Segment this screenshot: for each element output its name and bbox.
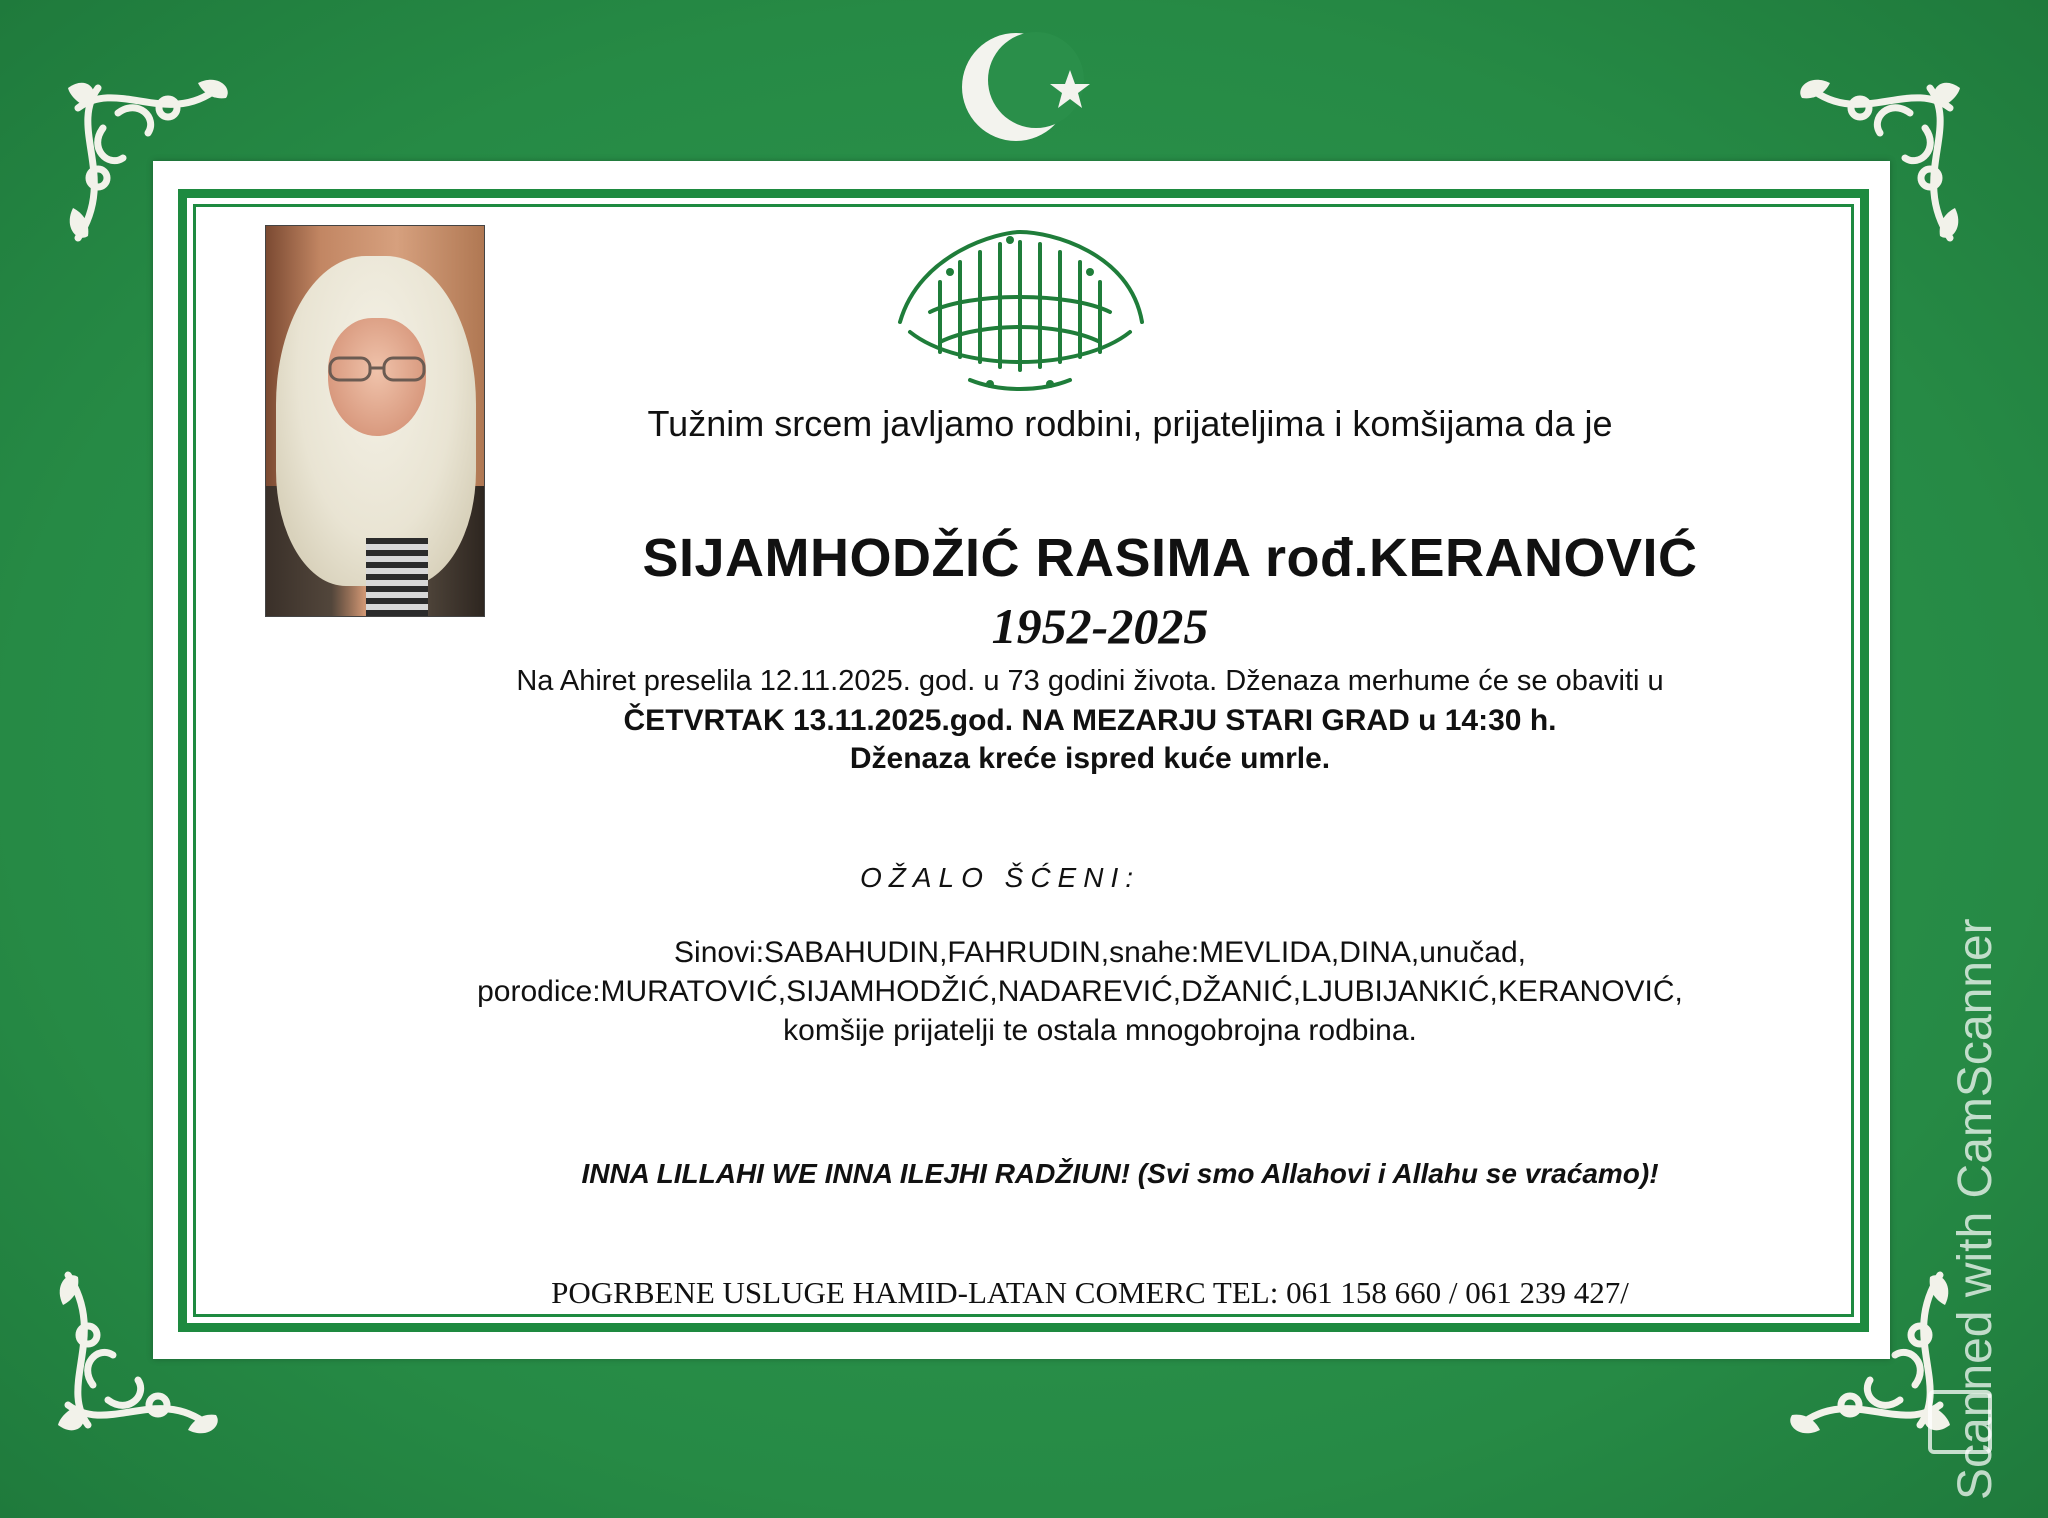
camscanner-logo-icon [1928,1390,1992,1454]
funeral-start-line: Dženaza kreće ispred kuće umrle. [849,742,1331,775]
family-line: komšije prijatelji te ostala mnogobrojna rodbina. [783,1014,1417,1047]
calligraphy-emblem-icon [880,212,1160,402]
scanner-watermark: Scanned with CamScanner [1949,918,2002,1500]
funeral-time-line: ČETVRTAK 13.11.2025.god. NA MEZARJU STARI GRAD u 14:30 h. [623,704,1557,737]
life-years: 1952-2025 [991,598,1209,654]
family-line: porodice:MURATOVIĆ,SIJAMHODŽIĆ,NADAREVIĆ,DŽANIĆ,LJUBIJANKIĆ,KERANOVIĆ, [477,975,1683,1008]
dua-text: INNA LILLAHI WE INNA ILEJHI RADŽIUN! (Svi smo Allahovi i Allahu se vraćamo)! [581,1158,1659,1189]
death-info-line: Na Ahiret preselila 12.11.2025. god. u 73 godini života. Dženaza merhume će se obaviti u [516,665,1664,697]
family-line: Sinovi:SABAHUDIN,FAHRUDIN,snahe:MEVLIDA,DINA,unučad, [674,936,1526,969]
mourners-heading: OŽALO ŠĆENI: [859,862,1141,893]
portrait-photo [265,225,485,617]
deceased-name: SIJAMHODŽIĆ RASIMA rođ.KERANOVIĆ [642,528,1698,588]
crescent-star-icon [958,22,1108,152]
intro-text: Tužnim srcem javljamo rodbini, prijateljima i komšijama da je [647,403,1613,444]
funeral-service-contact: POGRBENE USLUGE HAMID-LATAN COMERC TEL: 061 158 660 / 061 239 427/ [551,1275,1629,1310]
